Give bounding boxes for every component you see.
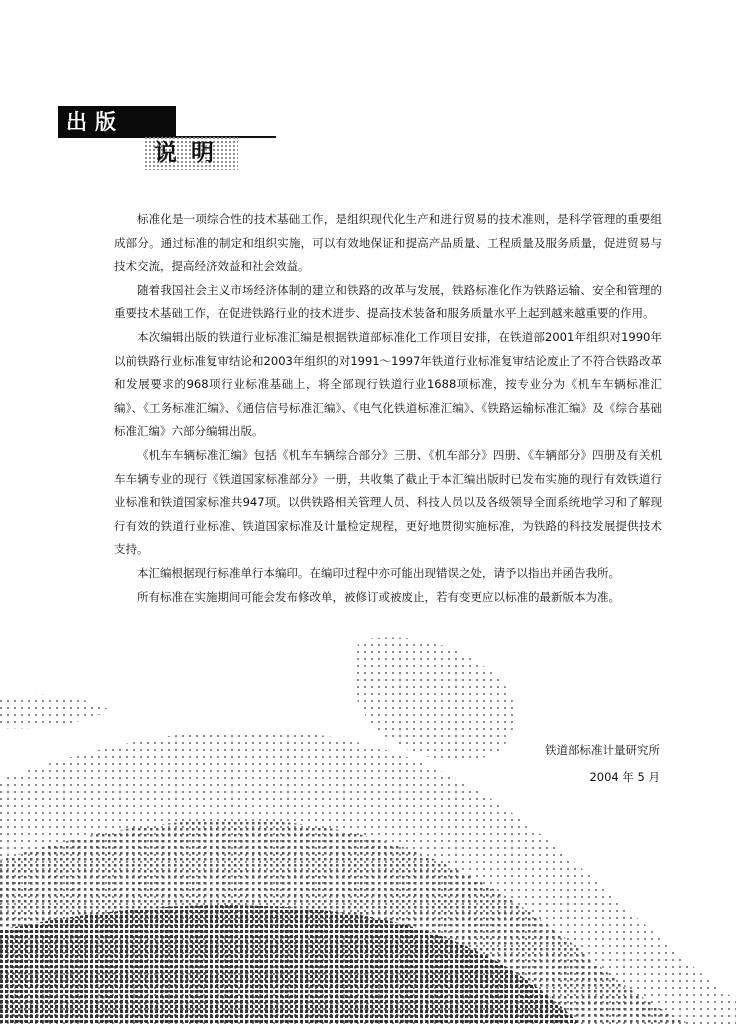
heading-label-black: 出版 [58, 106, 176, 138]
body-text [114, 208, 662, 609]
signature-organization: 铁道部标准计量研究所 [545, 743, 660, 757]
paragraph: 本次编辑出版的铁道行业标准汇编是根据铁道部标准化工作项目安排，在铁道部2001年组织对1990年以前铁路行业标准复审结论和2003年组织的对1991～1997年铁道行业标准复审结论废止了不符合铁路改革和发展要求的968项行业标准基础上，将全部现行铁道行业1688项标准，按专业分为《机车车辆标准汇编》、《工务标准汇编》、《通信信号标准汇编》、《电气化铁道标准汇编》、《铁路运输标准汇编》及《综合基础标准汇编》六部分编辑出版。 [114, 329, 662, 439]
paragraph: 所有标准在实施期间可能会发布修改单，被修订或被废止，若有变更应以标准的最新版本为准。 [137, 589, 620, 604]
signature [545, 737, 660, 791]
paragraph: 随着我国社会主义市场经济体制的建立和铁路的改革与发展，铁路标准化作为铁路运输、安全和管理的重要技术基础工作，在促进铁路行业的技术进步、提高技术装备和服务质量水平上起到越来越重要的作用。 [114, 282, 662, 321]
heading-label-sub: 说明 [144, 136, 238, 170]
paragraph: 《机车车辆标准汇编》包括《机车车辆综合部分》三册、《机车部分》四册、《车辆部分》四册及有关机车车辆专业的现行《铁道国家标准部分》一册，共收集了截止于本汇编出版时已发布实施的现行有效铁道行业标准和铁道国家标准共947项。以供铁路相关管理人员、科技人员以及各级领导全面系统地学习和了解现行有效的铁道行业标准、铁道国家标准及计量检定规程，更好地贯彻实施标准，为铁路的科技发展提供技术支持。 [114, 447, 662, 557]
signature-date: 2004 年 5 月 [589, 770, 660, 784]
paragraph: 标准化是一项综合性的技术基础工作，是组织现代化生产和进行贸易的技术准则，是科学管理的重要组成部分。通过标准的制定和组织实施，可以有效地保证和提高产品质量、工程质量及服务质量，促进贸易与技术交流，提高经济效益和社会效益。 [114, 212, 662, 274]
paragraph: 本汇编根据现行标准单行本编印。在编印过程中亦可能出现错误之处，请予以指出并函告我所。 [137, 565, 620, 580]
